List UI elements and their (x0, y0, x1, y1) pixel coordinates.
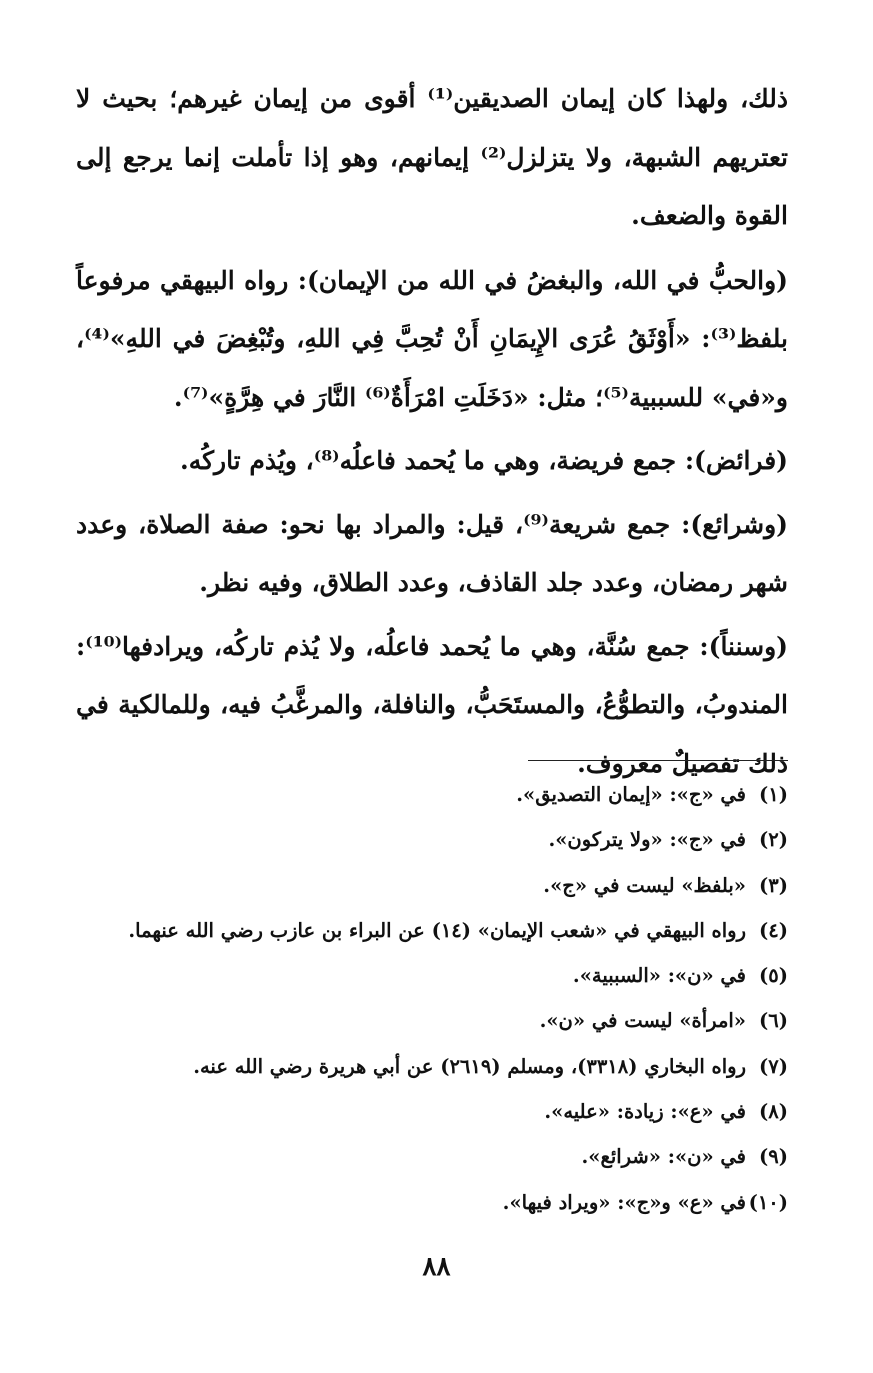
footnote-number: (٦) (759, 1009, 788, 1033)
footnote-separator (528, 760, 788, 761)
footnote-item (76, 953, 788, 998)
footnotes-list (76, 772, 788, 1225)
footnote-item (76, 998, 788, 1043)
footnote-item (76, 863, 788, 908)
footnote-number: (٣) (759, 873, 788, 897)
footnote-text: رواه البخاري (٣٣١٨)، ومسلم (٢٦١٩) عن أبي هريرة رضي الله عنه. (193, 1054, 746, 1078)
footnote-text: في «ع»: زيادة: «عليه». (544, 1100, 746, 1124)
footnote-text: في «ن»: «شرائع». (581, 1145, 746, 1169)
footnote-text: رواه البيهقي في «شعب الإيمان» (١٤) عن البراء بن عازب رضي الله عنهما. (128, 918, 746, 942)
footnote-item (76, 1044, 788, 1089)
footnote-number: (١٠) (748, 1190, 788, 1214)
footnote-text: في «ج»: «إيمان التصديق». (516, 783, 746, 806)
paragraph-love-hate-for-allah: (والحبُّ في الله، والبغضُ في الله من الإيمان): رواه البيهقي مرفوعاً بلفظ⁽³⁾: «أَوْثَقُ عُرَى الإِيمَانِ أَنْ تُحِبَّ فِي اللهِ، وتُبْغِضَ في اللهِ»⁽⁴⁾، و«في» للسببية⁽⁵⁾؛ مثل: «دَخَلَتِ امْرَأَةٌ⁽⁶⁾ النَّارَ في هِرَّةٍ»⁽⁷⁾. (76, 265, 789, 412)
page-number: ٨٨ (422, 1252, 451, 1282)
footnote-item (76, 1134, 788, 1179)
footnote-number: (٥) (759, 964, 788, 988)
footnote-text: «امرأة» ليست في «ن». (539, 1009, 746, 1033)
footnote-item (76, 1180, 788, 1225)
paragraph-faith-strength: ذلك، ولهذا كان إيمان الصديقين⁽¹⁾ أقوى من إيمان غيرهم؛ بحيث لا تعتريهم الشبهة، ولا يتزلزل⁽²⁾ إيمانهم، وهو إذا تأملت إنما يرجع إلى القوة والضعف. (76, 84, 788, 230)
footnote-number: (٤) (759, 918, 788, 942)
paragraph-faraid: (فرائض): جمع فريضة، وهي ما يُحمد فاعلُه⁽⁸⁾، ويُذم تاركُه. (179, 446, 788, 475)
footnote-item (76, 817, 788, 862)
footnote-number: (١) (759, 783, 788, 806)
footnote-number: (٨) (759, 1100, 788, 1124)
footnote-item (76, 1089, 788, 1134)
footnote-number: (٩) (759, 1145, 788, 1169)
footnote-item (76, 908, 788, 953)
footnote-text: «بلفظ» ليست في «ج». (543, 873, 746, 897)
paragraph-sharai: (وشرائع): جمع شريعة⁽⁹⁾، قيل: والمراد بها نحو: صفة الصلاة، وعدد شهر رمضان، وعدد جلد القاذف، وعدد الطلاق، وفيه نظر. (76, 509, 789, 597)
footnote-text: في «ع» و«ج»: «ويراد فيها». (502, 1190, 746, 1214)
main-text (76, 70, 788, 798)
paragraph-sunan: (وسنناً): جمع سُنَّة، وهي ما يُحمد فاعلُه، ولا يُذم تاركُه، ويرادفها⁽¹⁰⁾: المندوبُ، والتطوُّعُ، والمستَحَبُّ، والنافلة، والمرغَّبُ فيه، وللمالكية في ذلك تفصيلٌ معروف. (76, 631, 788, 778)
footnote-number: (٢) (759, 828, 788, 852)
footnote-number: (٧) (759, 1054, 788, 1078)
footnote-item (76, 772, 788, 817)
footnote-text: في «ج»: «ولا يتركون». (548, 828, 746, 852)
footnote-text: في «ن»: «السببية». (572, 964, 746, 988)
